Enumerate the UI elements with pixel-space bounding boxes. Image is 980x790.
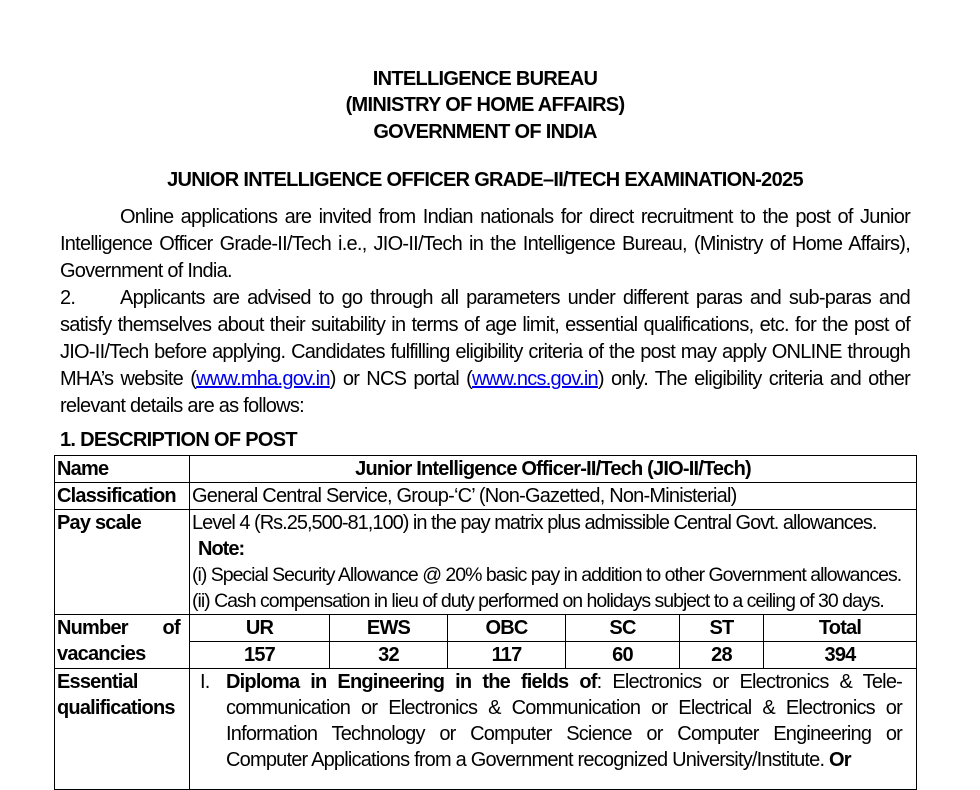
name-label: Name bbox=[55, 456, 190, 483]
vac-value: 394 bbox=[764, 642, 917, 669]
vac-header: OBC bbox=[448, 615, 566, 642]
para-text: Applicants are advised to go through all parameters under different paras and sub-paras and satisfy themselves about their suitability in terms of age limit, essential qualifications, etc. for the post of JIO-II/Tech before applying. Candidates fulfilling eligibility criteria of the post may apply ONLINE through MHA’s website ( bbox=[60, 287, 910, 390]
pay-scale-label: Pay scale bbox=[55, 510, 190, 615]
item-number: I. bbox=[200, 671, 210, 693]
vac-header: ST bbox=[680, 615, 764, 642]
name-value: Junior Intelligence Officer-II/Tech (JIO-II/Tech) bbox=[190, 456, 917, 483]
vacancy-table bbox=[190, 615, 916, 668]
mha-link[interactable]: www.mha.gov.in bbox=[196, 368, 330, 390]
ncs-link[interactable]: www.ncs.gov.in bbox=[472, 368, 598, 390]
qualifications-cell bbox=[190, 669, 917, 790]
vac-value: 32 bbox=[330, 642, 448, 669]
section-heading: 1. DESCRIPTION OF POST bbox=[60, 429, 297, 451]
pay-scale-cell bbox=[190, 510, 917, 615]
ministry-title: (MINISTRY OF HOME AFFAIRS) bbox=[345, 94, 625, 116]
para-text: ) or NCS portal ( bbox=[329, 368, 473, 390]
table-row bbox=[55, 669, 917, 790]
paragraph-2 bbox=[60, 285, 910, 420]
table-row bbox=[55, 615, 917, 669]
vacancies-cell bbox=[190, 615, 917, 669]
vacancies-label bbox=[55, 615, 190, 669]
vac-header: EWS bbox=[330, 615, 448, 642]
government-title: GOVERNMENT OF INDIA bbox=[373, 121, 597, 143]
qualifications-label bbox=[55, 669, 190, 790]
para-number: 2. bbox=[60, 287, 76, 309]
vac-value: 117 bbox=[448, 642, 566, 669]
vac-value: 60 bbox=[566, 642, 680, 669]
paragraph-1: Online applications are invited from Indian nationals for direct recruitment to the post of Junior Intelligence Officer Grade-II/Tech i.e., JIO-II/Tech in the Intelligence Bureau, (Ministry of Home Affairs), Government of India. bbox=[60, 206, 910, 282]
pay-scale-value: Level 4 (Rs.25,500-81,100) in the pay matrix plus admissible Central Govt. allowances. bbox=[192, 512, 877, 534]
vac-header: UR bbox=[190, 615, 330, 642]
classification-value: General Central Service, Group-‘C’ (Non-Gazetted, Non-Ministerial) bbox=[190, 483, 917, 510]
label-text: Essential bbox=[57, 671, 138, 693]
table-row bbox=[55, 510, 917, 615]
label-text: vacancies bbox=[57, 643, 146, 665]
qualification-bold: Diploma in Engineering in the fields of bbox=[226, 671, 597, 693]
note-1: (i) Special Security Allowance @ 20% basic pay in addition to other Government allowances. bbox=[192, 564, 902, 586]
exam-title: JUNIOR INTELLIGENCE OFFICER GRADE–II/TECH EXAMINATION-2025 bbox=[167, 169, 803, 191]
note-label: Note: bbox=[198, 538, 245, 560]
label-text: qualifications bbox=[57, 697, 175, 719]
para-text: ) only. The eligibility criteria and other relevant details are as follows: bbox=[60, 368, 910, 417]
classification-label: Classification bbox=[55, 483, 190, 510]
qualification-text: : Electronics or Electronics & Tele-communication or Electronics & Communication or Electrical & Electronics or Information Technology or Computer Science or Computer Engineering or Computer Applications from a Government recognized University/Institute. bbox=[226, 671, 903, 771]
vac-value: 28 bbox=[680, 642, 764, 669]
org-title: INTELLIGENCE BUREAU bbox=[372, 68, 598, 90]
post-description-table bbox=[54, 455, 917, 790]
table-row bbox=[55, 456, 917, 483]
table-row bbox=[55, 483, 917, 510]
label-text: Number of bbox=[57, 617, 180, 639]
vac-header: SC bbox=[566, 615, 680, 642]
vac-value: 157 bbox=[190, 642, 330, 669]
note-2: (ii) Cash compensation in lieu of duty performed on holidays subject to a ceiling of 30 days. bbox=[192, 590, 884, 612]
vac-header: Total bbox=[764, 615, 917, 642]
or-label: Or bbox=[829, 749, 851, 771]
